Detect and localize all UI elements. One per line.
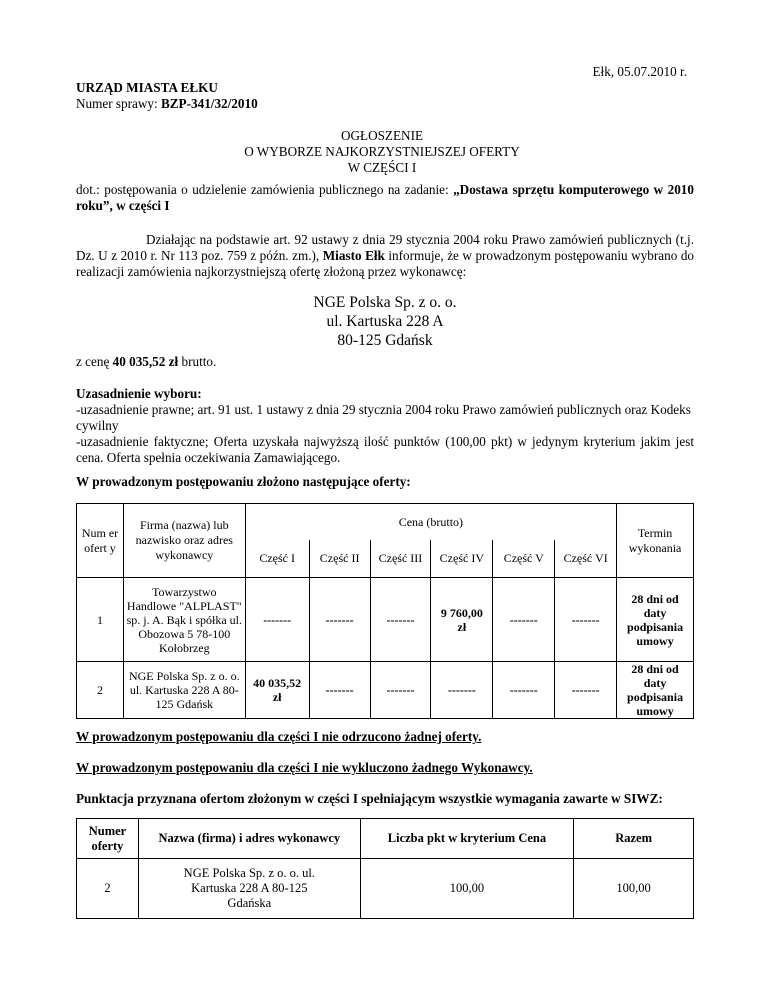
offer-num: 1	[77, 578, 124, 662]
justification-legal: -uzasadnienie prawne; art. 91 ust. 1 ustawy z dnia 29 stycznia 2004 roku Prawo zamówień publicznych oraz Kodeks cywilny	[76, 402, 691, 433]
rejected-note: W prowadzonym postępowaniu dla części I nie odrzucono żadnej oferty.	[76, 729, 482, 744]
table-row	[77, 662, 694, 719]
offers-header-part-6: Część VI	[555, 540, 617, 578]
title-line-3: W CZĘŚCI I	[347, 160, 417, 175]
score-firm: NGE Polska Sp. z o. o. ul. Kartuska 228 A 80-125 Gdańska	[138, 859, 360, 919]
subject-prefix: dot.: postępowania o udzielenie zamówienia publicznego na zadanie:	[76, 182, 454, 197]
score-points: 100,00	[360, 859, 574, 919]
offers-header-part-2: Część II	[309, 540, 370, 578]
subject-task: „Dostawa sprzętu komputerowego w 2010 roku”, w części I	[76, 182, 694, 213]
table-row	[77, 859, 694, 919]
offers-header-term: Termin wykonania	[617, 504, 694, 578]
offer-part-3: -------	[370, 578, 431, 662]
score-header-num: Numer oferty	[77, 819, 139, 859]
offer-part-2: -------	[309, 662, 370, 719]
offer-part-4: -------	[431, 662, 493, 719]
offer-part-2: -------	[309, 578, 370, 662]
offer-part-5: -------	[493, 662, 555, 719]
offer-firm: NGE Polska Sp. z o. o. ul. Kartuska 228 A 80-125 Gdańsk	[123, 662, 245, 719]
price-amount: 40 035,52 zł	[112, 354, 179, 369]
score-table	[76, 818, 694, 919]
justification-factual: -uzasadnienie faktyczne; Oferta uzyskała najwyższą ilość punktów (100,00 pkt) w jedynym kryterium jakim jest cena. Oferta spełnia oczekiwania Zamawiającego.	[76, 434, 694, 465]
justification	[76, 386, 694, 466]
title-line-1: OGŁOSZENIE	[340, 128, 424, 143]
subject-line	[76, 182, 694, 214]
price-prefix: z cenę	[76, 354, 113, 369]
intro-part-1: Działając na podstawie art. 92 ustawy z dnia 29 stycznia 2004 roku Prawo zamówień publicznych (t.j. Dz. U z 2010 r. Nr 113 poz. 759 z późn. zm.),	[76, 232, 694, 263]
score-header-firm: Nazwa (firma) i adres wykonawcy	[138, 819, 360, 859]
scoring-heading: Punktacja przyznana ofertom złożonym w części I spełniającym wszystkie wymagania zawarte w SIWZ:	[76, 791, 663, 806]
excluded-note: W prowadzonym postępowaniu dla części I nie wykluczono żadnego Wykonawcy.	[76, 760, 533, 775]
score-header-points: Liczba pkt w kryterium Cena	[360, 819, 574, 859]
case-number-label: Numer sprawy:	[76, 96, 161, 111]
title-line-2: O WYBORZE NAJKORZYSTNIEJSZEJ OFERTY	[244, 144, 520, 159]
offer-part-6: -------	[555, 578, 617, 662]
offer-firm: Towarzystwo Handlowe "ALPLAST" sp. j. A. Bąk i spółka ul. Obozowa 5 78-100 Kołobrzeg	[123, 578, 245, 662]
winner-address	[76, 293, 694, 350]
offers-header-firm: Firma (nazwa) lub nazwisko oraz adres wykonawcy	[123, 504, 245, 578]
page-title	[76, 128, 688, 176]
offers-header-part-5: Część V	[493, 540, 555, 578]
intro-paragraph	[76, 232, 694, 280]
table-row	[77, 578, 694, 662]
winner-line-2: ul. Kartuska 228 A	[326, 313, 444, 330]
price-suffix: brutto.	[178, 354, 217, 369]
case-number-value: BZP-341/32/2010	[160, 96, 258, 111]
offers-heading: W prowadzonym postępowaniu złożono następujące oferty:	[76, 474, 411, 489]
winner-line-3: 80-125 Gdańsk	[337, 332, 433, 349]
offer-term: 28 dni od daty podpisania umowy	[617, 578, 694, 662]
offers-header-num: Num er ofert y	[77, 504, 124, 578]
score-total: 100,00	[574, 859, 694, 919]
price-line	[76, 354, 216, 370]
offers-header-part-3: Część III	[370, 540, 431, 578]
offers-header-part-1: Część I	[245, 540, 309, 578]
case-number	[76, 96, 258, 112]
intro-city: Miasto Ełk	[322, 248, 385, 263]
justification-heading: Uzasadnienie wyboru:	[76, 386, 202, 401]
offer-num: 2	[77, 662, 124, 719]
offer-part-6: -------	[555, 662, 617, 719]
document-date: Ełk, 05.07.2010 r.	[592, 64, 687, 79]
intro-part-2: informuje, że w prowadzonym postępowaniu wybrano do realizacji zamówienia najkorzystniejszą ofertę złożoną przez wykonawcę:	[76, 248, 695, 279]
score-num: 2	[77, 859, 139, 919]
offer-part-1: -------	[245, 578, 309, 662]
office-name: URZĄD MIASTA EŁKU	[76, 80, 218, 95]
offer-part-4: 9 760,00 zł	[431, 578, 493, 662]
winner-line-1: NGE Polska Sp. z o. o.	[313, 294, 457, 311]
offers-header-part-4: Część IV	[431, 540, 493, 578]
offer-part-1: 40 035,52 zł	[245, 662, 309, 719]
score-header-total: Razem	[574, 819, 694, 859]
offers-header-price: Cena (brutto)	[245, 504, 616, 540]
offer-part-3: -------	[370, 662, 431, 719]
offers-table	[76, 503, 694, 719]
offer-term: 28 dni od daty podpisania umowy	[617, 662, 694, 719]
offer-part-5: -------	[493, 578, 555, 662]
